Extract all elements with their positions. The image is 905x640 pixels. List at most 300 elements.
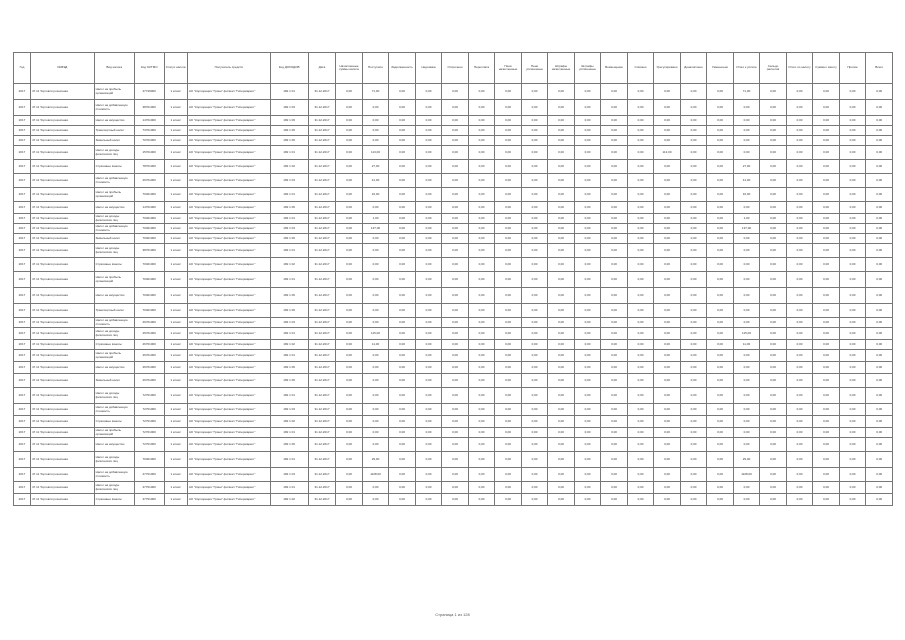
- table-cell: 2017: [14, 160, 31, 174]
- table-cell: 0,00: [866, 234, 893, 244]
- table-row: [14, 234, 893, 244]
- table-cell: 2017: [14, 244, 31, 258]
- table-cell: 0,00: [468, 136, 495, 146]
- table-cell: 0,00: [468, 328, 495, 340]
- column-header: Поступило: [362, 53, 389, 84]
- table-cell: АО "Корпорация "Гринн" филиал "Гипермаркет": [187, 288, 270, 304]
- table-cell: 0,00: [786, 214, 813, 224]
- table-cell: 31.12.2017: [308, 416, 336, 428]
- table-cell: 0,00: [601, 362, 628, 374]
- table-cell: 47.11 Торговля розничная: [30, 362, 94, 374]
- table-cell: 0,00: [468, 482, 495, 494]
- table-cell: 0,00: [680, 116, 707, 126]
- table-cell: 0,00: [389, 214, 416, 224]
- table-cell: 0,00: [336, 468, 363, 482]
- table-cell: 182 1 06: [270, 116, 308, 126]
- table-cell: 0,00: [839, 116, 866, 126]
- table-cell: 0,00: [760, 416, 787, 428]
- table-cell: 0,00: [707, 136, 734, 146]
- table-cell: 0,00: [442, 388, 469, 404]
- table-cell: Налог на имущество: [94, 116, 134, 126]
- table-cell: 0,00: [362, 100, 389, 116]
- table-cell: 0,00: [468, 304, 495, 318]
- table-cell: 0,00: [786, 482, 813, 494]
- table-cell: 0,00: [839, 494, 866, 506]
- table-cell: 182 1 03: [270, 224, 308, 234]
- table-cell: 0,00: [548, 452, 575, 468]
- table-cell: 0,00: [442, 100, 469, 116]
- table-cell: 0,00: [415, 146, 442, 160]
- table-cell: 0,00: [521, 214, 548, 224]
- table-cell: 0,00: [415, 272, 442, 288]
- table-cell: 31.12.2017: [308, 452, 336, 468]
- column-header: Прочие: [839, 53, 866, 84]
- table-cell: 1 класс: [164, 136, 187, 146]
- table-cell: 0,00: [415, 100, 442, 116]
- table-cell: Налог на добавленную стоимость: [94, 468, 134, 482]
- table-cell: 0,00: [813, 318, 840, 328]
- table-cell: 47.11 Торговля розничная: [30, 202, 94, 214]
- table-cell: 0,00: [707, 482, 734, 494]
- table-cell: 0,00: [707, 340, 734, 350]
- table-cell: Налог на добавленную стоимость: [94, 318, 134, 328]
- table-cell: 0,00: [866, 272, 893, 288]
- table-cell: 1 класс: [164, 318, 187, 328]
- table-cell: 0,00: [866, 100, 893, 116]
- table-cell: 0,00: [760, 350, 787, 362]
- table-cell: 0,00: [866, 174, 893, 188]
- table-cell: 0,00: [866, 136, 893, 146]
- table-cell: 0,00: [654, 202, 681, 214]
- table-cell: 0,00: [415, 258, 442, 272]
- table-cell: 0,00: [442, 428, 469, 438]
- table-cell: 0,00: [813, 374, 840, 388]
- column-header: Урегулировано: [654, 53, 681, 84]
- table-cell: 47.11 Торговля розничная: [30, 84, 94, 100]
- table-cell: 0,00: [733, 494, 760, 506]
- table-cell: 0,00: [707, 438, 734, 452]
- table-cell: 0,00: [548, 160, 575, 174]
- table-cell: 0,00: [707, 234, 734, 244]
- table-cell: 0,00: [707, 404, 734, 416]
- table-row: [14, 272, 893, 288]
- table-cell: Налог на доходы физических лиц: [94, 482, 134, 494]
- table-cell: 0,00: [468, 116, 495, 126]
- table-cell: 0,00: [813, 234, 840, 244]
- table-cell: 0,00: [336, 288, 363, 304]
- table-cell: 0,00: [627, 468, 654, 482]
- table-cell: 0,00: [389, 468, 416, 482]
- table-cell: 0,00: [389, 438, 416, 452]
- table-cell: 0,00: [627, 160, 654, 174]
- table-cell: 0,00: [495, 202, 522, 214]
- column-header: Начисленные суммы налога: [336, 53, 363, 84]
- table-cell: 0,00: [839, 328, 866, 340]
- table-cell: 0,00: [495, 494, 522, 506]
- column-header: Отсрочено: [442, 53, 469, 84]
- table-cell: 0,00: [362, 374, 389, 388]
- table-cell: 0,00: [680, 362, 707, 374]
- table-cell: 0,00: [521, 362, 548, 374]
- table-cell: 0,00: [521, 388, 548, 404]
- table-cell: 0,00: [839, 350, 866, 362]
- table-cell: 0,00: [442, 304, 469, 318]
- tax-report-sheet: [13, 52, 893, 506]
- table-cell: 0,00: [786, 234, 813, 244]
- table-cell: 0,00: [574, 234, 601, 244]
- table-cell: 0,00: [521, 244, 548, 258]
- table-cell: 182 1 06: [270, 234, 308, 244]
- table-cell: 0,00: [468, 272, 495, 288]
- table-cell: 0,00: [654, 214, 681, 224]
- table-cell: 0,00: [442, 482, 469, 494]
- table-cell: 0,00: [707, 468, 734, 482]
- table-cell: 0,00: [415, 438, 442, 452]
- table-cell: 0,00: [442, 340, 469, 350]
- table-cell: 46701000: [134, 350, 164, 362]
- table-cell: 0,00: [548, 224, 575, 234]
- table-cell: 0,00: [495, 416, 522, 428]
- column-header: Всего: [866, 53, 893, 84]
- table-cell: 0,00: [468, 404, 495, 416]
- table-cell: 0,00: [839, 244, 866, 258]
- table-cell: 0,00: [786, 188, 813, 202]
- table-cell: 0,00: [680, 494, 707, 506]
- table-cell: 0,00: [760, 174, 787, 188]
- table-cell: 0,00: [654, 328, 681, 340]
- table-cell: 0,00: [839, 468, 866, 482]
- table-cell: 0,00: [495, 224, 522, 234]
- table-cell: 0,00: [495, 304, 522, 318]
- table-cell: 182 1 06: [270, 288, 308, 304]
- column-header: Год: [14, 53, 31, 84]
- table-cell: 0,00: [627, 328, 654, 340]
- table-row: [14, 318, 893, 328]
- table-cell: 0,00: [574, 84, 601, 100]
- table-cell: 0,00: [468, 416, 495, 428]
- table-cell: 0,00: [654, 428, 681, 438]
- table-cell: 47.11 Торговля розничная: [30, 318, 94, 328]
- table-cell: 0,00: [362, 350, 389, 362]
- table-cell: 0,00: [362, 116, 389, 126]
- table-cell: 0,00: [733, 362, 760, 374]
- table-cell: 0,00: [839, 126, 866, 136]
- table-cell: 0,00: [336, 202, 363, 214]
- table-cell: 0,00: [468, 160, 495, 174]
- table-cell: 0,00: [601, 428, 628, 438]
- table-cell: 14701000: [134, 116, 164, 126]
- table-cell: 0,00: [468, 288, 495, 304]
- table-cell: 0,00: [866, 340, 893, 350]
- table-cell: 47.11 Торговля розничная: [30, 160, 94, 174]
- table-cell: 0,00: [654, 116, 681, 126]
- table-cell: 31.12.2017: [308, 234, 336, 244]
- table-cell: 0,00: [574, 174, 601, 188]
- table-cell: 0,00: [786, 428, 813, 438]
- table-cell: 0,00: [415, 244, 442, 258]
- table-cell: 0,00: [866, 304, 893, 318]
- table-cell: 182 1 01: [270, 244, 308, 258]
- table-cell: 31.12.2017: [308, 388, 336, 404]
- table-cell: 182 1 03: [270, 318, 308, 328]
- table-cell: 0,00: [680, 234, 707, 244]
- table-cell: 0,00: [707, 272, 734, 288]
- table-cell: 0,00: [389, 258, 416, 272]
- table-cell: 0,00: [733, 318, 760, 328]
- table-cell: 0,00: [839, 482, 866, 494]
- table-cell: 46701000: [134, 374, 164, 388]
- table-cell: 0,00: [839, 416, 866, 428]
- table-cell: 0,00: [601, 350, 628, 362]
- table-cell: 0,00: [521, 304, 548, 318]
- table-cell: 0,00: [548, 272, 575, 288]
- table-cell: 0,00: [813, 304, 840, 318]
- table-cell: 0,00: [601, 468, 628, 482]
- table-cell: 0,00: [813, 100, 840, 116]
- table-cell: 47.11 Торговля розничная: [30, 224, 94, 234]
- table-cell: 31.12.2017: [308, 494, 336, 506]
- table-cell: 0,00: [521, 100, 548, 116]
- table-cell: 16,00: [362, 188, 389, 202]
- table-cell: 182 1 01: [270, 350, 308, 362]
- table-cell: АО "Корпорация "Гринн" филиал "Гипермаркет": [187, 374, 270, 388]
- table-cell: 0,00: [760, 404, 787, 416]
- table-row: [14, 244, 893, 258]
- table-cell: 0,00: [415, 350, 442, 362]
- table-cell: Налог на доходы физических лиц: [94, 328, 134, 340]
- table-cell: 0,00: [627, 438, 654, 452]
- table-cell: 0,00: [548, 482, 575, 494]
- table-cell: 0,00: [680, 468, 707, 482]
- table-cell: 0,00: [389, 452, 416, 468]
- table-cell: 0,00: [866, 84, 893, 100]
- table-cell: 0,00: [733, 482, 760, 494]
- table-cell: 0,00: [654, 340, 681, 350]
- table-cell: 0,00: [813, 482, 840, 494]
- table-cell: 0,00: [707, 116, 734, 126]
- table-cell: АО "Корпорация "Гринн" филиал "Гипермаркет": [187, 328, 270, 340]
- table-cell: 31.12.2017: [308, 146, 336, 160]
- table-cell: 0,00: [866, 288, 893, 304]
- table-cell: 182 1 01: [270, 388, 308, 404]
- table-cell: 0,00: [548, 362, 575, 374]
- table-cell: 0,00: [813, 468, 840, 482]
- table-cell: 0,00: [707, 428, 734, 438]
- table-cell: 182 1 02: [270, 340, 308, 350]
- table-cell: 0,00: [442, 452, 469, 468]
- table-cell: 0,00: [760, 116, 787, 126]
- table-cell: 31.12.2017: [308, 288, 336, 304]
- table-cell: 0,00: [733, 438, 760, 452]
- table-cell: 0,00: [627, 146, 654, 160]
- table-cell: 0,00: [707, 258, 734, 272]
- table-cell: 47.11 Торговля розничная: [30, 482, 94, 494]
- table-cell: 0,00: [786, 340, 813, 350]
- table-cell: 0,00: [574, 416, 601, 428]
- table-cell: 0,00: [601, 318, 628, 328]
- table-cell: 0,00: [442, 174, 469, 188]
- table-cell: 0,00: [786, 452, 813, 468]
- table-cell: 0,00: [548, 304, 575, 318]
- table-cell: 0,00: [442, 136, 469, 146]
- table-cell: Налог на имущество: [94, 362, 134, 374]
- table-cell: Налог на прибыль организаций: [94, 84, 134, 100]
- table-cell: 0,00: [495, 468, 522, 482]
- table-cell: 0,00: [468, 100, 495, 116]
- table-cell: 0,00: [389, 362, 416, 374]
- table-cell: 0,00: [654, 404, 681, 416]
- table-cell: 46701000: [134, 174, 164, 188]
- table-cell: 0,00: [442, 224, 469, 234]
- table-cell: 0,00: [415, 126, 442, 136]
- table-cell: 0,00: [495, 318, 522, 328]
- table-cell: 47.11 Торговля розничная: [30, 288, 94, 304]
- table-cell: 0,00: [415, 428, 442, 438]
- table-cell: 0,00: [627, 136, 654, 146]
- table-cell: 0,00: [468, 174, 495, 188]
- table-cell: 0,00: [707, 328, 734, 340]
- table-cell: 38701000: [134, 100, 164, 116]
- table-cell: 1 класс: [164, 438, 187, 452]
- table-cell: 0,00: [760, 362, 787, 374]
- table-cell: 0,00: [415, 160, 442, 174]
- table-cell: 0,00: [866, 362, 893, 374]
- table-row: [14, 288, 893, 304]
- table-row: [14, 214, 893, 224]
- table-cell: 0,00: [415, 482, 442, 494]
- table-cell: 47.11 Торговля розничная: [30, 404, 94, 416]
- table-cell: 0,00: [866, 328, 893, 340]
- table-cell: 0,00: [813, 404, 840, 416]
- table-cell: 38701000: [134, 244, 164, 258]
- table-cell: 0,00: [574, 116, 601, 126]
- table-cell: 0,00: [760, 374, 787, 388]
- table-cell: 2017: [14, 304, 31, 318]
- table-cell: 0,00: [574, 482, 601, 494]
- table-cell: 0,00: [813, 328, 840, 340]
- table-cell: 0,00: [733, 136, 760, 146]
- table-cell: 0,00: [786, 224, 813, 234]
- table-cell: 182 1 03: [270, 174, 308, 188]
- table-cell: 0,00: [574, 388, 601, 404]
- table-cell: 0,00: [336, 116, 363, 126]
- table-cell: 2017: [14, 404, 31, 416]
- table-cell: 0,00: [786, 244, 813, 258]
- table-cell: 71,00: [362, 84, 389, 100]
- table-cell: 182 1 06: [270, 438, 308, 452]
- table-cell: 0,00: [601, 258, 628, 272]
- table-cell: 0,00: [521, 136, 548, 146]
- table-cell: 0,00: [627, 404, 654, 416]
- table-cell: 0,00: [786, 136, 813, 146]
- table-cell: 0,00: [442, 258, 469, 272]
- column-header: Код ДОХОДОВ: [270, 53, 308, 84]
- table-cell: 0,00: [733, 258, 760, 272]
- column-header: Штрафы начисленные: [548, 53, 575, 84]
- table-cell: 0,00: [415, 494, 442, 506]
- table-cell: 0,00: [389, 350, 416, 362]
- table-cell: 0,00: [336, 224, 363, 234]
- table-cell: 0,00: [680, 304, 707, 318]
- table-cell: 0,00: [574, 438, 601, 452]
- table-cell: 0,00: [733, 288, 760, 304]
- table-cell: АО "Корпорация "Гринн" филиал "Гипермаркет": [187, 318, 270, 328]
- table-cell: 0,00: [468, 202, 495, 214]
- table-cell: 0,00: [680, 288, 707, 304]
- table-cell: 0,00: [760, 340, 787, 350]
- table-cell: 0,00: [627, 340, 654, 350]
- table-cell: 113,00: [654, 146, 681, 160]
- table-cell: 0,00: [654, 234, 681, 244]
- table-cell: 11,00: [733, 340, 760, 350]
- table-cell: 0,00: [389, 224, 416, 234]
- table-cell: 182 1 02: [270, 416, 308, 428]
- table-cell: 0,00: [733, 374, 760, 388]
- table-row: [14, 428, 893, 438]
- table-cell: 0,00: [680, 188, 707, 202]
- table-cell: 0,00: [468, 258, 495, 272]
- table-cell: 182 1 06: [270, 304, 308, 318]
- table-cell: 0,00: [389, 374, 416, 388]
- table-cell: 182 1 06: [270, 362, 308, 374]
- table-cell: 0,00: [415, 116, 442, 126]
- table-cell: 47.11 Торговля розничная: [30, 388, 94, 404]
- table-cell: Налог на добавленную стоимость: [94, 174, 134, 188]
- table-cell: 1 класс: [164, 146, 187, 160]
- table-cell: 0,00: [495, 328, 522, 340]
- table-cell: 0,00: [654, 84, 681, 100]
- table-cell: 0,00: [601, 84, 628, 100]
- table-cell: 0,00: [442, 416, 469, 428]
- table-cell: 0,00: [733, 416, 760, 428]
- table-cell: 0,00: [786, 388, 813, 404]
- table-cell: 0,00: [680, 350, 707, 362]
- table-cell: 0,00: [389, 244, 416, 258]
- table-cell: 0,00: [786, 404, 813, 416]
- table-cell: АО "Корпорация "Гринн" филиал "Гипермаркет": [187, 116, 270, 126]
- table-cell: 0,00: [468, 438, 495, 452]
- table-cell: 2017: [14, 350, 31, 362]
- table-cell: 0,00: [813, 288, 840, 304]
- table-cell: Страховые взносы: [94, 494, 134, 506]
- table-cell: 0,00: [786, 116, 813, 126]
- table-cell: 70701000: [134, 136, 164, 146]
- table-cell: 0,00: [601, 438, 628, 452]
- table-cell: 0,00: [680, 388, 707, 404]
- table-cell: 0,00: [680, 416, 707, 428]
- table-cell: Налог на имущество: [94, 202, 134, 214]
- table-cell: 182 1 06: [270, 374, 308, 388]
- table-row: [14, 146, 893, 160]
- table-cell: 0,00: [627, 482, 654, 494]
- table-cell: 0,00: [654, 126, 681, 136]
- table-cell: АО "Корпорация "Гринн" филиал "Гипермаркет": [187, 136, 270, 146]
- table-cell: АО "Корпорация "Гринн" филиал "Гипермаркет": [187, 494, 270, 506]
- table-cell: 0,00: [760, 136, 787, 146]
- table-cell: 0,00: [813, 362, 840, 374]
- table-cell: 0,00: [601, 244, 628, 258]
- table-cell: 2017: [14, 146, 31, 160]
- table-cell: 0,00: [760, 100, 787, 116]
- table-cell: Транспортный налог: [94, 126, 134, 136]
- table-cell: 2017: [14, 374, 31, 388]
- table-cell: 0,00: [654, 160, 681, 174]
- table-cell: 0,00: [468, 214, 495, 224]
- table-cell: 0,00: [415, 288, 442, 304]
- table-cell: 0,00: [813, 224, 840, 234]
- table-cell: 0,00: [866, 468, 893, 482]
- table-cell: 0,00: [336, 214, 363, 224]
